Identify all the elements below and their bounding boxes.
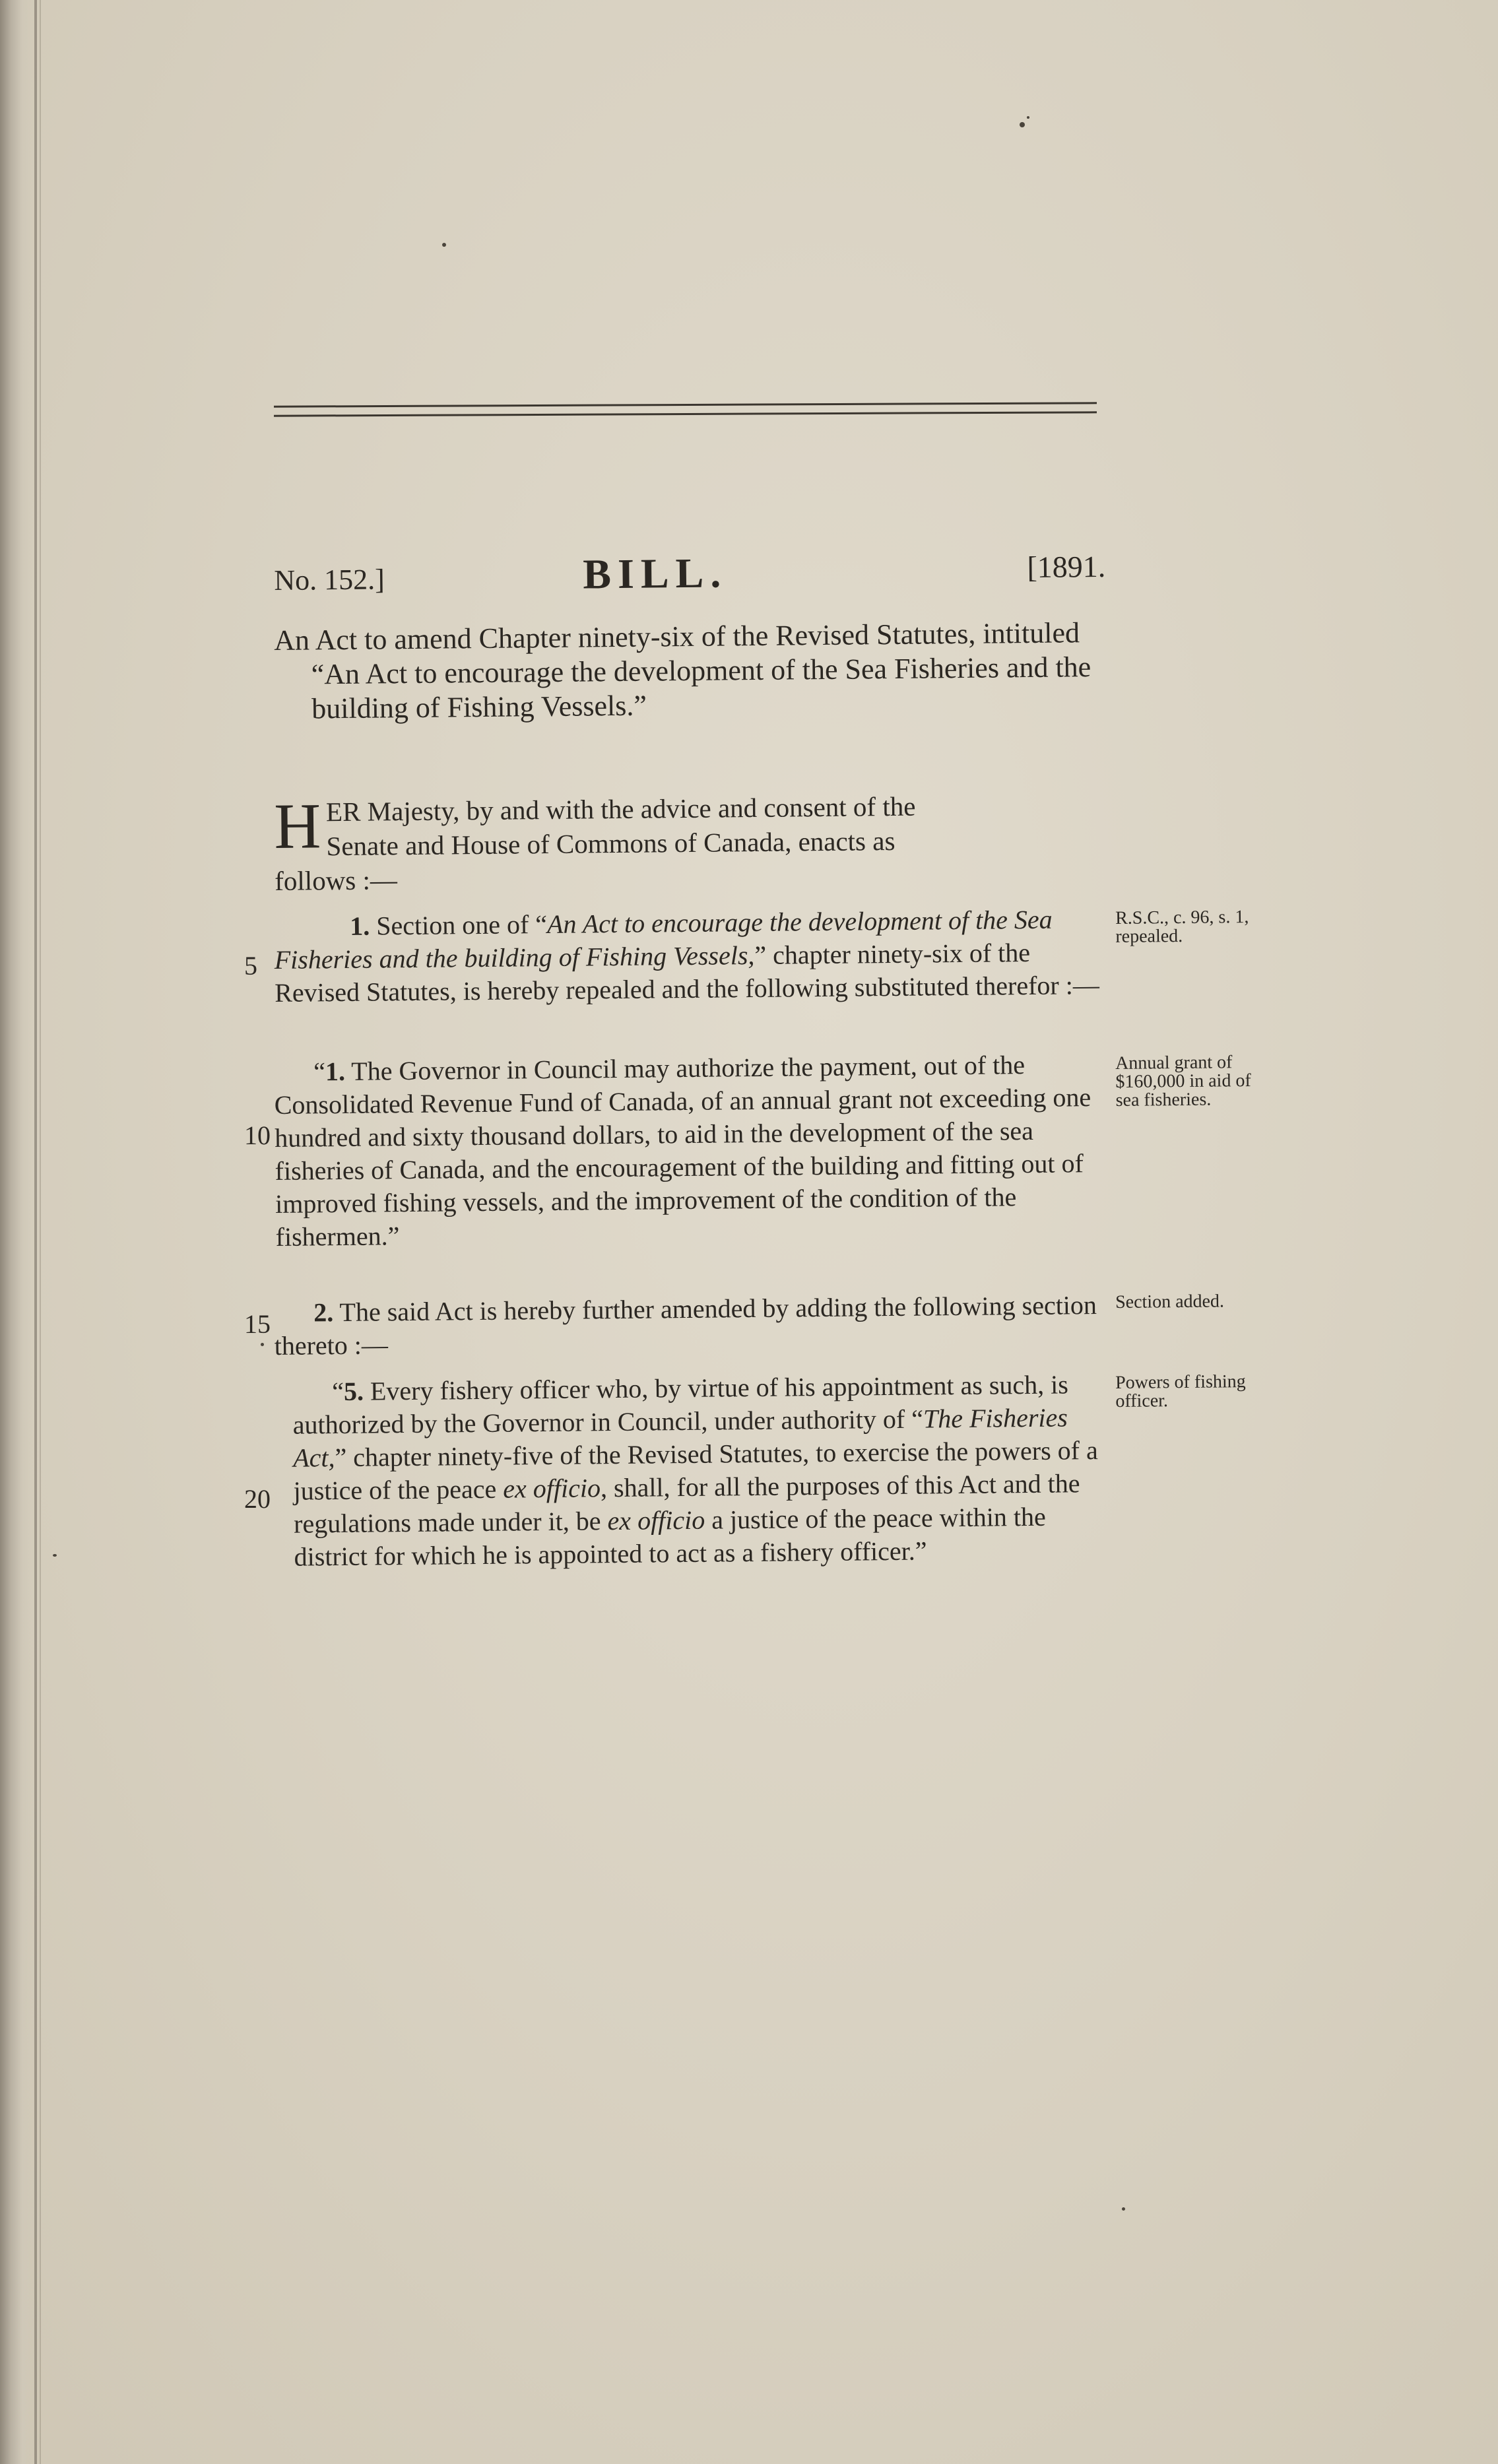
section-text-b: ” chapter ninety-five of the Revised Statutes, to exercise the powers of a justice of the peace <box>293 1435 1098 1506</box>
enacting-line-1: ER Majesty, by and with the advice and consent of the <box>325 791 916 827</box>
bill-title: BILL. <box>582 549 728 598</box>
margin-note-annual-grant: Annual grant of $160,000 in aid of sea fisheries. <box>1115 1052 1251 1111</box>
paper-speck <box>53 1554 57 1557</box>
paper-speck <box>261 1343 264 1346</box>
bill-year: [1891. <box>1027 549 1106 585</box>
binding-edge <box>34 0 37 2464</box>
paper-speck <box>442 243 446 247</box>
section-number: 1. <box>350 911 370 941</box>
section-text-prefix: Section one of “ <box>376 909 548 941</box>
long-title: An Act to amend Chapter ninety-six of the Revised Statutes, intituled “An Act to encourage the development of the Sea Fisheries and the building of Fishing Vessels.” <box>274 616 1091 725</box>
section-text: The said Act is hereby further amended by adding the following section thereto :— <box>274 1290 1097 1361</box>
paper-speck <box>1027 116 1029 119</box>
quote-open: “ <box>313 1056 326 1087</box>
ex-officio-term: ex officio <box>607 1505 705 1536</box>
section-2 <box>274 1289 1103 1363</box>
section-text-a: Every fishery officer who, by virtue of his appointment as such, is authorized by the Governor in Council, under authority of “ <box>292 1369 1069 1440</box>
enacting-line-2: Senate and House of Commons of Canada, enacts as <box>326 825 896 862</box>
line-number: 20 <box>244 1484 271 1514</box>
section-text-c: , shall, for all the purposes of this Act and the regulations made under it, be <box>293 1468 1080 1539</box>
section-1 <box>274 903 1103 1010</box>
section-5-added <box>274 1368 1113 1574</box>
section-act-title: An Act to encourage the development of the Sea Fisheries and the building of Fishing Vessels, <box>274 904 1053 975</box>
ex-officio-term: ex officio <box>503 1473 601 1504</box>
bill-header <box>274 545 1106 612</box>
margin-note-repealed: R.S.C., c. 96, s. 1, repealed. <box>1115 907 1249 947</box>
fisheries-act-title: The Fisheries Act, <box>292 1402 1068 1473</box>
section-text-d: a justice of the peace within the district for which he is appointed to act as a fishery officer.” <box>294 1501 1046 1572</box>
paper-speck <box>1122 2207 1125 2211</box>
binding-shadow <box>0 0 32 2464</box>
margin-note-section-added: Section added. <box>1115 1291 1225 1313</box>
line-number: 10 <box>244 1120 271 1150</box>
section-number: 1. <box>325 1056 346 1087</box>
section-text-suffix: ” chapter ninety-six of the Revised Statutes, is hereby repealed and the following substituted therefor :— <box>274 938 1100 1008</box>
section-1-substituted <box>274 1048 1104 1254</box>
quote-open: “ <box>332 1376 344 1407</box>
line-number: 15 <box>244 1309 271 1339</box>
line-number: 5 <box>244 951 257 981</box>
section-number: 5. <box>343 1376 364 1406</box>
paper-speck <box>1020 122 1025 127</box>
bill-number: No. 152.] <box>274 563 385 597</box>
section-text: The Governor in Council may authorize the payment, out of the Consolidated Revenue Fund of Canada, of an annual grant not exceeding one hundred and sixty thousand dollars, to aid in the development of the sea fisheries of Canada, and the encouragement of the building and fitting out of improved fishing vessels, and the improvement of the condition of the fishermen.” <box>274 1050 1091 1252</box>
header-rule-bottom <box>274 411 1097 416</box>
binding-edge-inner <box>40 0 41 2464</box>
header-rule-top <box>274 402 1097 407</box>
dropcap-letter: H <box>273 791 321 862</box>
margin-note-powers: Powers of fishing officer. <box>1115 1371 1246 1411</box>
section-number: 2. <box>313 1297 334 1328</box>
enacting-line-3: follows :— <box>275 864 398 896</box>
enacting-clause <box>274 787 1099 898</box>
